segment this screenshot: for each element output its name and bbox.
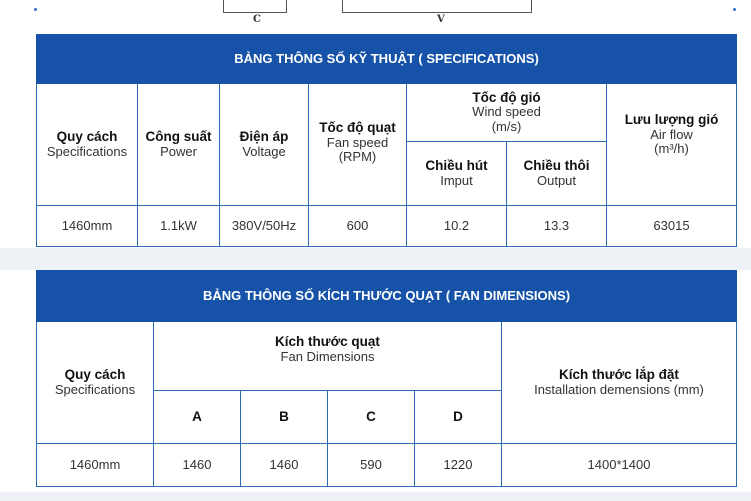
- cell-air-flow: 63015: [607, 206, 737, 247]
- cell-model: 1460mm: [37, 206, 138, 247]
- dim-table-title: BẢNG THÔNG SỐ KÍCH THƯỚC QUẠT ( FAN DIMENSIONS): [37, 271, 737, 322]
- header-air-flow: [607, 84, 737, 206]
- dim-header-fan-dimensions-en: Fan Dimensions: [280, 348, 375, 364]
- dim-header-model-en: Specifications: [54, 381, 136, 397]
- dim-header-d: D: [415, 391, 502, 444]
- table-row: [37, 444, 737, 487]
- header-power: [138, 84, 220, 206]
- drawing-label-c: C: [253, 14, 261, 25]
- drawing-label-v: V: [437, 14, 445, 25]
- dim-header-installation-en: Installation demensions (mm): [534, 381, 704, 397]
- dim-cell-c: 590: [328, 444, 415, 487]
- cell-voltage: 380V/50Hz: [220, 206, 309, 247]
- marker-dot-right: [733, 8, 736, 11]
- cell-intake: 10.2: [407, 206, 507, 247]
- table-row: [37, 206, 737, 247]
- header-voltage-en: Voltage: [242, 143, 286, 159]
- header-wind-speed-vi: Tốc độ gió: [472, 89, 541, 105]
- header-fan-speed-unit: (RPM): [338, 149, 377, 165]
- drawing-frame-left: [223, 0, 287, 13]
- dim-cell-d: 1220: [415, 444, 502, 487]
- header-model-vi: Quy cách: [56, 129, 118, 145]
- dim-header-model: [37, 322, 154, 444]
- dim-header-model-vi: Quy cách: [64, 367, 126, 383]
- dim-header-b: B: [241, 391, 328, 444]
- header-fan-speed-en: Fan speed: [326, 134, 389, 150]
- header-model-en: Specifications: [46, 143, 128, 159]
- cell-output: 13.3: [507, 206, 607, 247]
- header-fan-speed-vi: Tốc độ quạt: [319, 120, 396, 135]
- header-output-en: Output: [536, 172, 577, 188]
- header-air-flow-vi: Lưu lượng gió: [624, 112, 719, 127]
- header-air-flow-en: Air flow: [650, 126, 693, 142]
- marker-dot-left: [34, 8, 37, 11]
- header-output: [507, 142, 607, 206]
- drawing-fragment: [0, 0, 751, 34]
- dim-header-fan-dimensions-vi: Kích thước quạt: [275, 334, 380, 349]
- dim-header-a: A: [154, 391, 241, 444]
- header-wind-speed-unit: (m/s): [491, 119, 522, 135]
- header-output-vi: Chiều thôi: [523, 158, 590, 174]
- dim-cell-a: 1460: [154, 444, 241, 487]
- dim-header-installation-vi: Kích thước lắp đặt: [559, 367, 679, 383]
- header-model: [37, 84, 138, 206]
- fan-dimensions-table: [36, 270, 737, 487]
- header-intake: [407, 142, 507, 206]
- header-intake-vi: Chiều hút: [425, 158, 488, 174]
- dim-cell-installation: 1400*1400: [502, 444, 737, 487]
- header-power-vi: Công suất: [145, 129, 212, 145]
- header-air-flow-unit: (m³/h): [654, 141, 689, 157]
- cell-power: 1.1kW: [138, 206, 220, 247]
- cell-fan-speed: 600: [309, 206, 407, 247]
- dim-header-installation: [502, 322, 737, 444]
- dim-cell-model: 1460mm: [37, 444, 154, 487]
- header-intake-en: Imput: [440, 172, 473, 188]
- dim-header-c: C: [328, 391, 415, 444]
- header-fan-speed: [309, 84, 407, 206]
- header-wind-speed: [407, 84, 607, 142]
- spec-table-title: BẢNG THÔNG SỐ KỸ THUẬT ( SPECIFICATIONS): [37, 35, 737, 84]
- header-voltage: [220, 84, 309, 206]
- header-power-en: Power: [160, 143, 197, 159]
- header-wind-speed-en: Wind speed: [472, 104, 541, 120]
- specifications-table: [36, 34, 737, 247]
- dim-cell-b: 1460: [241, 444, 328, 487]
- drawing-frame-right: [342, 0, 532, 13]
- header-voltage-vi: Điện áp: [239, 129, 289, 145]
- dim-header-fan-dimensions: [154, 322, 502, 391]
